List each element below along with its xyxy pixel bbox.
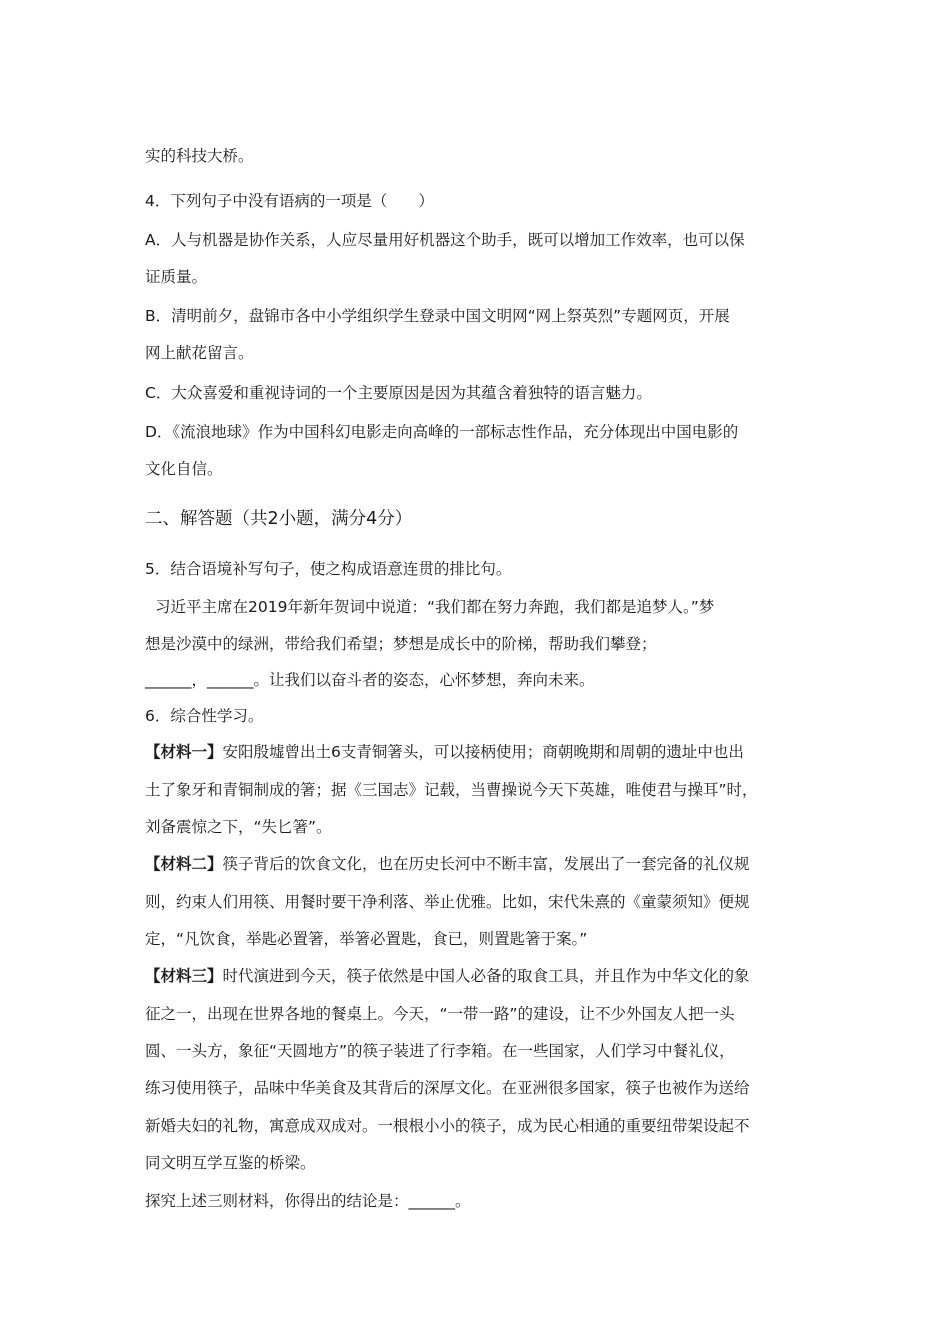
material-1-cont: 土了象牙和青铜制成的箸；据《三国志》记载，当曹操说今天下英雄，唯使君与操耳”时， <box>145 781 758 799</box>
material-1 <box>145 741 744 763</box>
material-3-cont: 同文明互学互鉴的桥梁。 <box>145 1154 316 1172</box>
question-5-context: 习近平主席在2019年新年贺词中说道：“我们都在努力奔跑，我们都是追梦人。”梦 <box>155 598 715 616</box>
question-5-context-cont: 想是沙漠中的绿洲，带给我们希望；梦想是成长中的阶梯，帮助我们攀登； <box>145 635 657 653</box>
question-4-option-b-cont: 网上献花留言。 <box>145 344 254 362</box>
question-4-option-d-cont: 文化自信。 <box>145 460 223 478</box>
material-3-cont: 练习使用筷子，品味中华美食及其背后的深厚文化。在亚洲很多国家，筷子也被作为送给 <box>145 1079 750 1097</box>
material-3-text: 时代演进到今天，筷子依然是中国人必备的取食工具，并且作为中华文化的象 <box>222 967 750 985</box>
question-4-option-a-cont: 证质量。 <box>145 268 208 286</box>
text-line: 实的科技大桥。 <box>145 147 254 165</box>
material-3-tag: 【材料三】 <box>145 967 223 985</box>
question-4-option-d: D．《流浪地球》作为中国科幻电影走向高峰的一部标志性作品，充分体现出中国电影的 <box>145 423 739 441</box>
material-2-cont: 定，“凡饮食，举匙必置箸，举箸必置匙，食已，则置匙箸于案。” <box>145 930 588 948</box>
section-heading: 二、解答题（共2小题，满分4分） <box>145 509 413 529</box>
question-5-stem: 5．结合语境补写句子，使之构成语意连贯的排比句。 <box>145 560 512 578</box>
question-4-option-a: A．人与机器是协作关系，人应尽量用好机器这个助手，既可以增加工作效率，也可以保 <box>145 231 745 249</box>
question-6-prompt: 探究上述三则材料，你得出的结论是：______。 <box>145 1192 471 1210</box>
material-3-cont: 新婚夫妇的礼物，寓意成双成对。一根根小小的筷子，成为民心相通的重要纽带架设起不 <box>145 1117 750 1135</box>
material-2-text: 筷子背后的饮食文化，也在历史长河中不断丰富，发展出了一套完备的礼仪规 <box>222 855 750 873</box>
question-5-blanks: ______，______。让我们以奋斗者的姿态，心怀梦想，奔向未来。 <box>145 671 595 689</box>
material-2-tag: 【材料二】 <box>145 855 223 873</box>
question-4-option-b: B．清明前夕，盘锦市各中小学组织学生登录中国文明网“网上祭英烈”专题网页，开展 <box>145 307 730 325</box>
material-3-cont: 圆、一头方，象征“天圆地方”的筷子装进了行李箱。在一些国家，人们学习中餐礼仪， <box>145 1042 735 1060</box>
material-1-text: 安阳殷墟曾出土6支青铜箸头，可以接柄使用；商朝晚期和周朝的遗址中也出 <box>222 743 744 761</box>
material-1-cont: 刘备震惊之下，“失匕箸”。 <box>145 818 332 836</box>
question-4-stem: 4．下列句子中没有语病的一项是（ ） <box>145 192 434 210</box>
material-2 <box>145 853 750 875</box>
question-6-stem: 6．综合性学习。 <box>145 707 264 725</box>
question-4-option-c: C．大众喜爱和重视诗词的一个主要原因是因为其蕴含着独特的语言魅力。 <box>145 384 652 402</box>
material-3-cont: 征之一，出现在世界各地的餐桌上。今天，“一带一路”的建设，让不少外国友人把一头 <box>145 1005 735 1023</box>
material-1-tag: 【材料一】 <box>145 743 223 761</box>
material-3 <box>145 965 750 987</box>
material-2-cont: 则，约束人们用筷、用餐时要干净利落、举止优雅。比如，宋代朱熹的《童蒙须知》便规 <box>145 893 750 911</box>
